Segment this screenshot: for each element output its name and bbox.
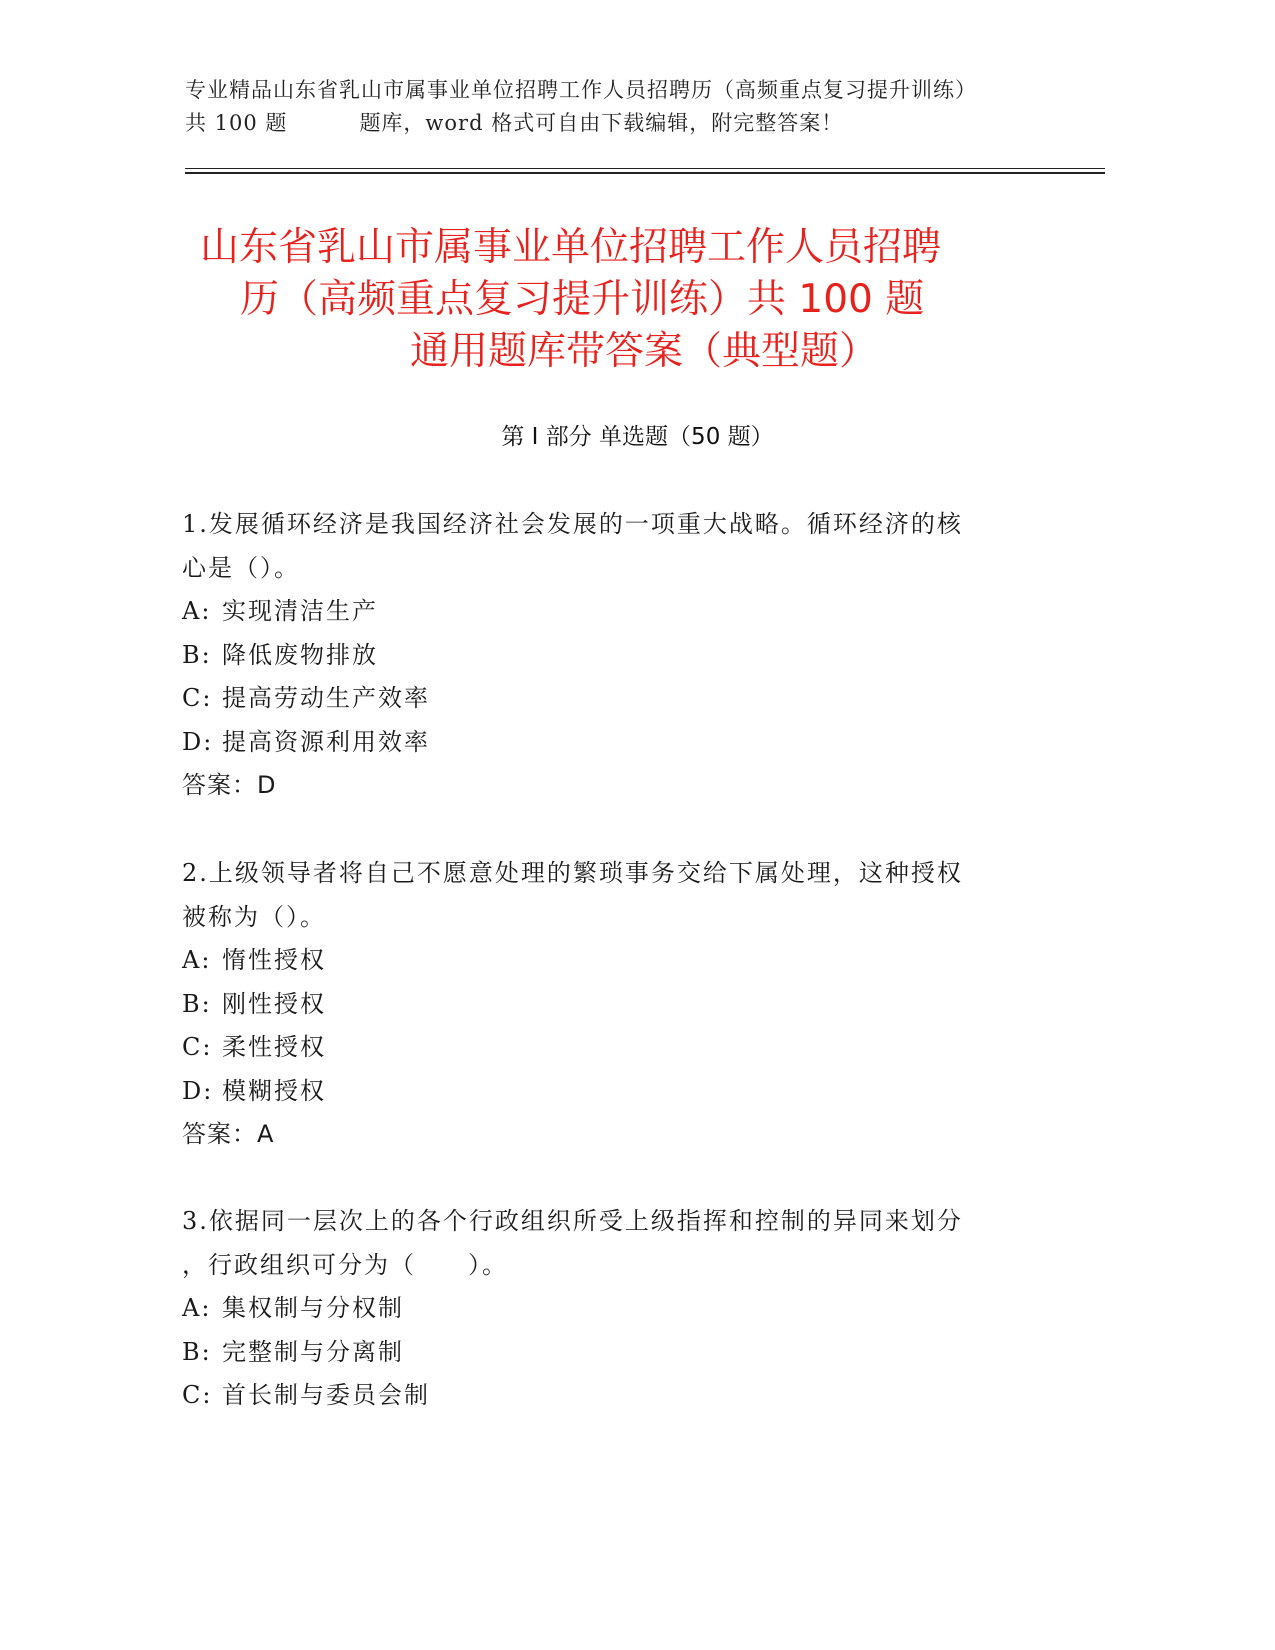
option-text: 提高资源利用效率 [222,727,430,756]
answer-line: 答案：D [182,771,277,799]
option-letter: B: [182,640,212,669]
option-a [182,939,1082,983]
header-rule-thick [185,172,1105,174]
option-letter: C: [182,1033,213,1061]
option-text: 刚性授权 [222,989,326,1018]
question-2 [182,852,1082,1157]
option-letter: B: [182,989,212,1018]
option-letter: A: [182,1294,212,1322]
option-d [182,721,1082,765]
option-a [182,1287,1082,1331]
question-stem-line-2: ，行政组织可分为（ ）。 [182,1250,508,1279]
option-c [182,1374,1082,1418]
option-letter: A: [182,597,212,625]
question-stem-line-1: 2.上级领导者将自己不愿意处理的繁琐事务交给下属处理，这种授权 [182,859,963,887]
option-letter: C: [182,684,213,712]
title-line-1: 山东省乳山市属事业单位招聘工作人员招聘 [200,225,942,270]
question-stem-line-1: 1.发展循环经济是我国经济社会发展的一项重大战略。循环经济的核 [182,510,963,538]
option-a [182,590,1082,634]
option-letter: A: [182,946,212,974]
option-b [182,983,1082,1027]
question-stem-line-2: 心是（）。 [182,553,300,582]
option-text: 提高劳动生产效率 [222,684,430,712]
section-heading: 第 I 部分 单选题（50 题） [501,424,774,450]
option-text: 完整制与分离制 [222,1337,404,1366]
header-note [185,74,1085,140]
header-rule-thin [185,168,1105,169]
header-note-count: 共 100 题 [185,111,288,135]
option-letter: C: [182,1381,213,1409]
header-note-description: 题库，word 格式可自由下载编辑，附完整答案！ [359,111,844,135]
option-b [182,1331,1082,1375]
header-note-line-2 [185,107,1085,140]
option-c [182,1026,1082,1070]
option-text: 模糊授权 [222,1076,326,1105]
question-3 [182,1200,1082,1418]
question-stem-line-2: 被称为（）。 [182,902,326,931]
option-text: 实现清洁生产 [222,597,378,625]
option-d [182,1070,1082,1114]
answer-line: 答案：A [182,1120,275,1148]
title-line-3: 通用题库带答案（典型题） [410,329,879,374]
option-letter: D: [182,727,214,756]
question-stem-line-1: 3.依据同一层次上的各个行政组织所受上级指挥和控制的异同来划分 [182,1207,963,1235]
option-text: 降低废物排放 [222,640,378,669]
option-text: 惰性授权 [222,946,326,974]
option-letter: B: [182,1337,212,1366]
option-text: 柔性授权 [222,1033,326,1061]
header-note-line-1: 专业精品山东省乳山市属事业单位招聘工作人员招聘历（高频重点复习提升训练） [185,78,977,102]
title-line-2: 历（高频重点复习提升训练）共 100 题 [240,277,925,322]
document-title [150,222,1125,378]
option-letter: D: [182,1076,214,1105]
option-c [182,677,1082,721]
option-text: 集权制与分权制 [222,1294,404,1322]
question-1 [182,503,1082,808]
option-b [182,634,1082,678]
option-text: 首长制与委员会制 [222,1381,430,1409]
